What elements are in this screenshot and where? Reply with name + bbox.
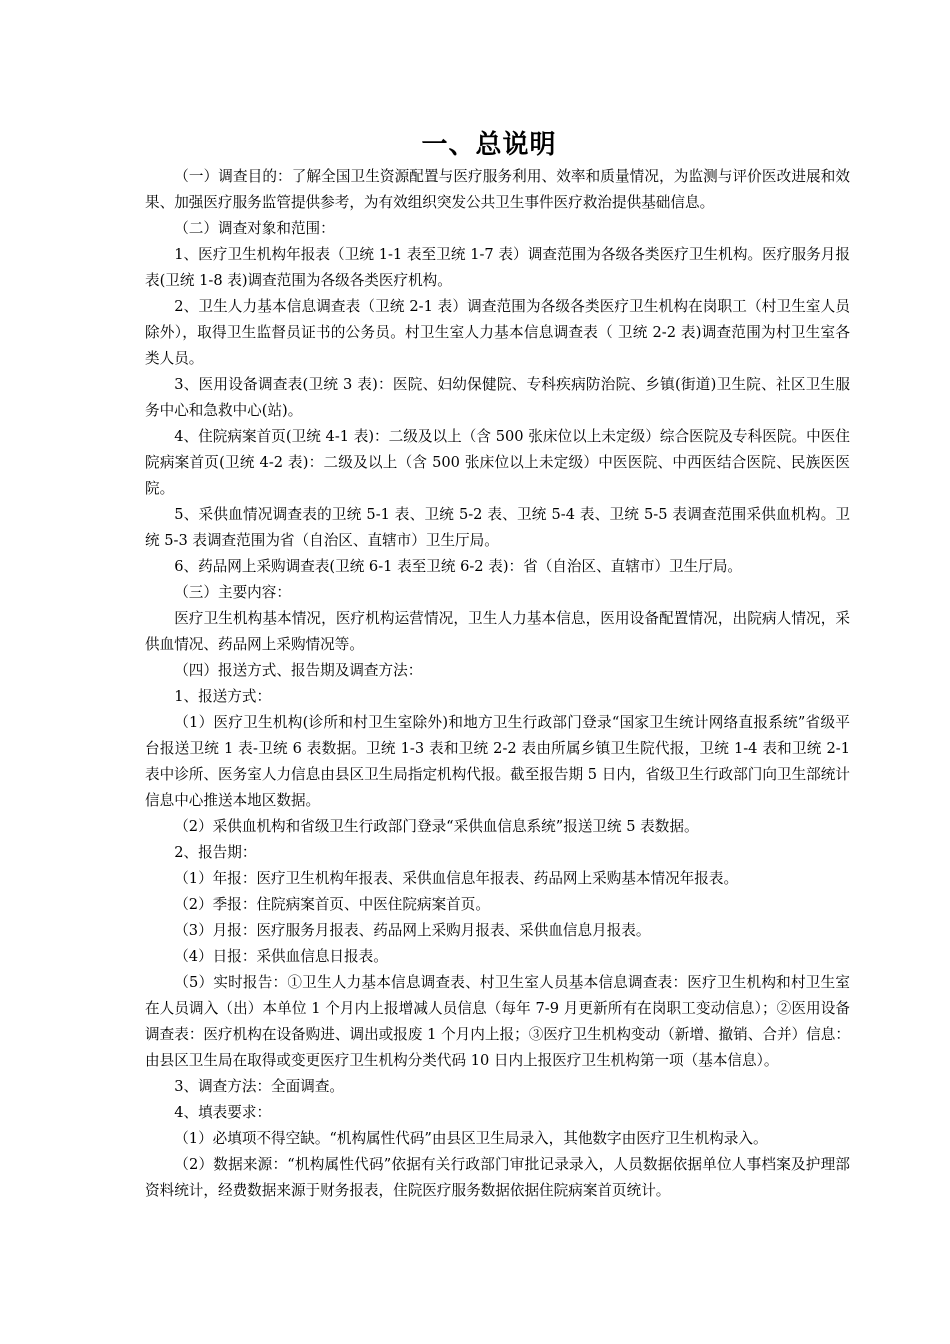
paragraph: 3、医用设备调查表(卫统 3 表)：医院、妇幼保健院、专科疾病防治院、乡镇(街道)卫生院、社区卫生服务中心和急救中心(站)。 <box>145 376 850 419</box>
paragraph: 6、药品网上采购调查表(卫统 6-1 表至卫统 6-2 表)：省（自治区、直辖市）卫生厅局。 <box>174 558 743 575</box>
paragraph: （一）调查目的：了解全国卫生资源配置与医疗服务利用、效率和质量情况，为监测与评价医改进展和效果、加强医疗服务监管提供参考，为有效组织突发公共卫生事件医疗救治提供基础信息。 <box>145 168 850 211</box>
paragraph: （5）实时报告：①卫生人力基本信息调查表、村卫生室人员基本信息调查表：医疗卫生机构和村卫生室在人员调入（出）本单位 1 个月内上报增减人员信息（每年 7-9 月更新所有在岗职工变动信息）；②医用设备调查表：医疗机构在设备购进、调出或报废 1 个月内上报；③医疗卫生机构变动（新增、撤销、合并）信息：由县区卫生局在取得或变更医疗卫生机构分类代码 10 日内上报医疗卫生机构第一项（基本信息）。 <box>145 974 850 1069</box>
paragraph: （1）必填项不得空缺。“机构属性代码”由县区卫生局录入，其他数字由医疗卫生机构录入。 <box>174 1130 768 1147</box>
paragraph: 3、调查方法：全面调查。 <box>174 1078 345 1095</box>
paragraph: （2）采供血机构和省级卫生行政部门登录“采供血信息系统”报送卫统 5 表数据。 <box>174 818 699 835</box>
paragraph: 2、报告期： <box>174 844 257 861</box>
paragraph: 1、医疗卫生机构年报表（卫统 1-1 表至卫统 1-7 表）调查范围为各级各类医疗卫生机构。医疗服务月报表(卫统 1-8 表)调查范围为各级各类医疗机构。 <box>145 246 850 289</box>
paragraph: （2）数据来源：“机构属性代码”依据有关行政部门审批记录录入，人员数据依据单位人事档案及护理部资料统计，经费数据来源于财务报表，住院医疗服务数据依据住院病案首页统计。 <box>145 1156 850 1199</box>
paragraph: 2、卫生人力基本信息调查表（卫统 2-1 表）调查范围为各级各类医疗卫生机构在岗职工（村卫生室人员除外），取得卫生监督员证书的公务员。村卫生室人力基本信息调查表（ 卫统 2-2 表)调查范围为村卫生室各类人员。 <box>145 298 850 367</box>
paragraph: 4、填表要求： <box>174 1104 272 1121</box>
paragraph: （1）医疗卫生机构(诊所和村卫生室除外)和地方卫生行政部门登录“国家卫生统计网络直报系统”省级平台报送卫统 1 表-卫统 6 表数据。卫统 1-3 表和卫统 2-2 表由所属乡镇卫生院代报，卫统 1-4 表和卫统 2-1 表中诊所、医务室人力信息由县区卫生局指定机构代报。截至报告期 5 日内，省级卫生行政部门向卫生部统计信息中心推送本地区数据。 <box>145 714 850 809</box>
document-body <box>145 164 850 1204</box>
paragraph: 4、住院病案首页(卫统 4-1 表)：二级及以上（含 500 张床位以上未定级）综合医院及专科医院。中医住院病案首页(卫统 4-2 表)：二级及以上（含 500 张床位以上未定级）中医医院、中西医结合医院、民族医医院。 <box>145 428 850 497</box>
page-title: 一、总说明 <box>421 130 557 160</box>
paragraph: 医疗卫生机构基本情况，医疗机构运营情况，卫生人力基本信息，医用设备配置情况，出院病人情况，采供血情况、药品网上采购情况等。 <box>145 610 850 653</box>
paragraph: （2）季报：住院病案首页、中医住院病案首页。 <box>174 896 490 913</box>
paragraph: （二）调查对象和范围： <box>174 220 335 237</box>
paragraph: （3）月报：医疗服务月报表、药品网上采购月报表、采供血信息月报表。 <box>174 922 651 939</box>
paragraph: 5、采供血情况调查表的卫统 5-1 表、卫统 5-2 表、卫统 5-4 表、卫统 5-5 表调查范围采供血机构。卫统 5-3 表调查范围为省（自治区、直辖市）卫生厅局。 <box>145 506 850 549</box>
paragraph: （三）主要内容： <box>174 584 291 601</box>
paragraph: 1、报送方式： <box>174 688 272 705</box>
paragraph: （四）报送方式、报告期及调查方法： <box>174 662 423 679</box>
paragraph: （1）年报：医疗卫生机构年报表、采供血信息年报表、药品网上采购基本情况年报表。 <box>174 870 739 887</box>
paragraph: （4）日报：采供血信息日报表。 <box>174 948 388 965</box>
